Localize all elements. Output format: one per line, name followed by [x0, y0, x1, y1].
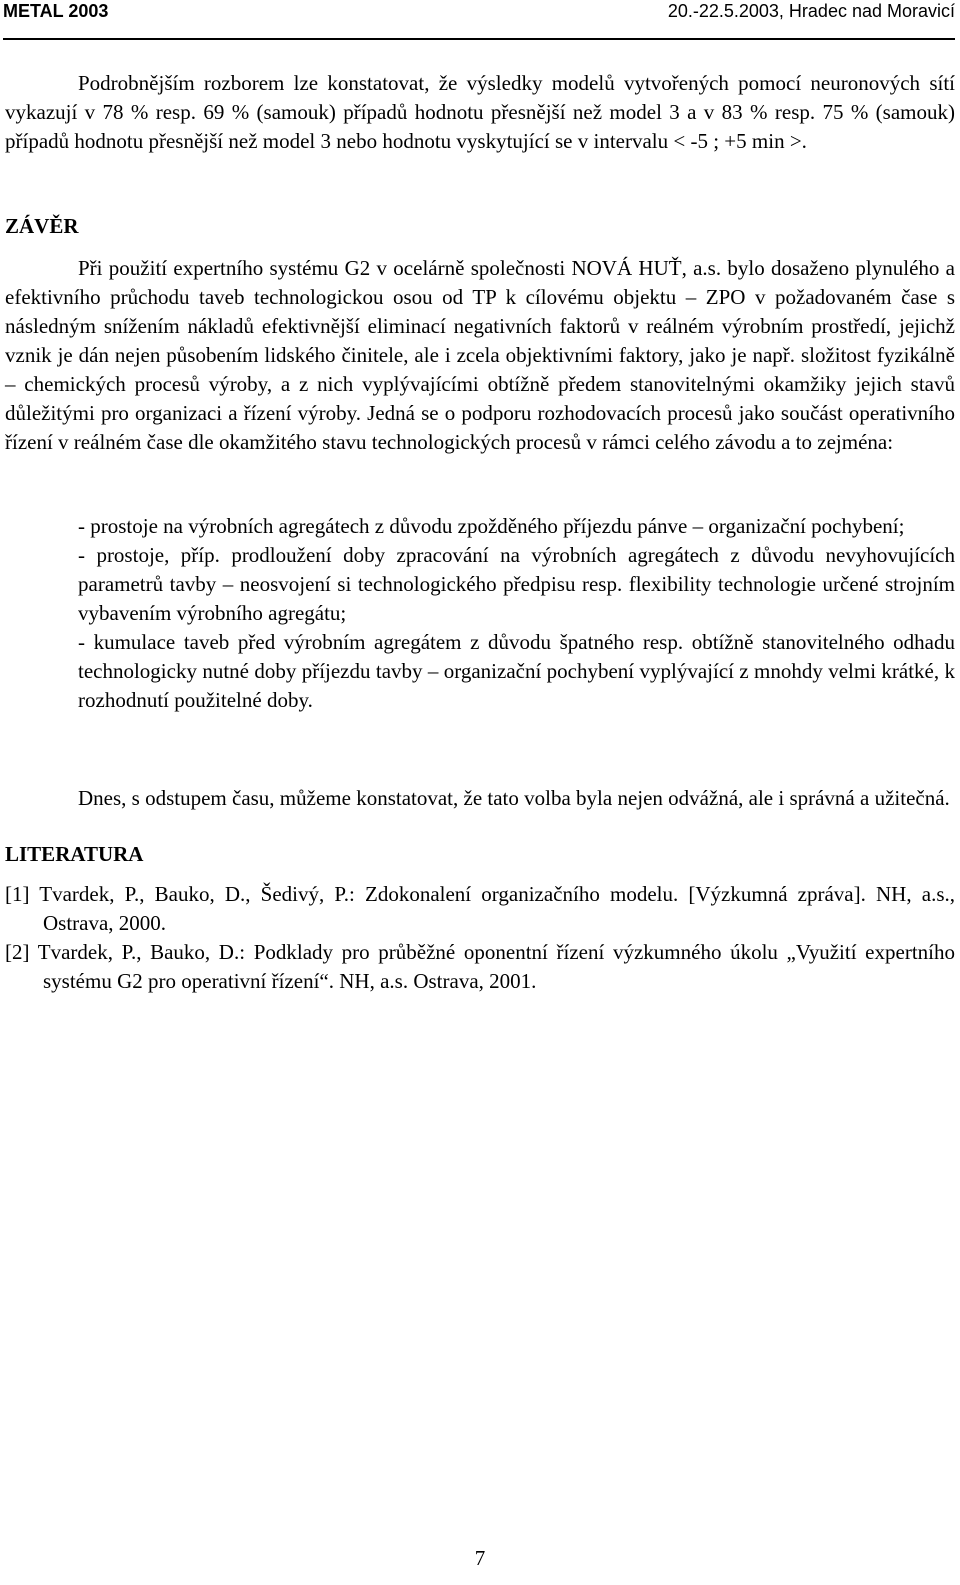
- conference-title: METAL 2003: [3, 1, 109, 21]
- section-heading-literature: LITERATURA: [5, 842, 144, 866]
- conclusion-paragraph: [5, 254, 955, 457]
- section-heading-conclusion: ZÁVĚR: [5, 214, 79, 238]
- conference-date-place: 20.-22.5.2003, Hradec nad Moravicí: [667, 1, 955, 21]
- reference-list: [5, 880, 955, 996]
- results-paragraph: [5, 69, 955, 156]
- paragraph-text: Při použití expertního systému G2 v ocelárně společnosti NOVÁ HUŤ, a.s. bylo dosaženo plynulého a efektivního průchodu taveb technologickou osou od TP k cílovému objektu – ZPO v požadovaném čase s následným snížením nákladů efektivnější eliminací negativních faktorů v reálném výrobním prostředí, jejichž vznik je dán nejen působením lidského činitele, ale i zcela objektivními faktory, jako je např. složitost fyzikálně – chemických procesů výroby, a z nich vyplývajícími obtížně předem stanovitelnými okamžiky jejich stavů důležitými pro organizaci a řízení výroby. Jedná se o podporu rozhodovacích procesů jako součást operativního řízení v reálném čase dle okamžitého stavu technologických procesů v rámci celého závodu a to zejména:: [5, 256, 955, 454]
- header-divider: [3, 38, 955, 40]
- paragraph-text: Podrobnějším rozborem lze konstatovat, že výsledky modelů vytvořených pomocí neuronových sítí vykazují v 78 % resp. 69 % (samouk) případů hodnotu přesnější než model 3 a v 83 % resp. 75 % (samouk) případů hodnotu přesnější než model 3 nebo hodnotu vyskytující se v intervalu < -5 ; +5 min >.: [5, 71, 955, 153]
- page-number: 7: [474, 1546, 486, 1570]
- page-header: [0, 0, 960, 42]
- list-item: - prostoje na výrobních agregátech z důvodu zpožděného příjezdu pánve – organizační pochybení;: [78, 514, 905, 538]
- reference-item: [2] Tvardek, P., Bauko, D.: Podklady pro průběžné oponentní řízení výzkumného úkolu „Využití expertního systému G2 pro operativní řízení“. NH, a.s. Ostrava, 2001.: [5, 940, 955, 993]
- list-item: - kumulace taveb před výrobním agregátem z důvodu špatného resp. obtížně stanovitelného odhadu technologicky nutné doby příjezdu tavby – organizační pochybení vyplývající z mnohdy velmi krátké, k rozhodnutí použitelné doby.: [78, 630, 955, 712]
- list-item: - prostoje, příp. prodloužení doby zpracování na výrobních agregátech z důvodu nevyhovujících parametrů tavby – neosvojení si technologického předpisu resp. flexibility technologie určené strojním vybavením výrobního agregátu;: [78, 543, 955, 625]
- paragraph-text: Dnes, s odstupem času, můžeme konstatovat, že tato volba byla nejen odvážná, ale i správná a užitečná.: [78, 786, 950, 810]
- closing-paragraph: [5, 784, 955, 813]
- reference-item: [1] Tvardek, P., Bauko, D., Šedivý, P.: Zdokonalení organizačního modelu. [Výzkumná zpráva]. NH, a.s., Ostrava, 2000.: [5, 882, 955, 935]
- bullet-list: [78, 512, 955, 715]
